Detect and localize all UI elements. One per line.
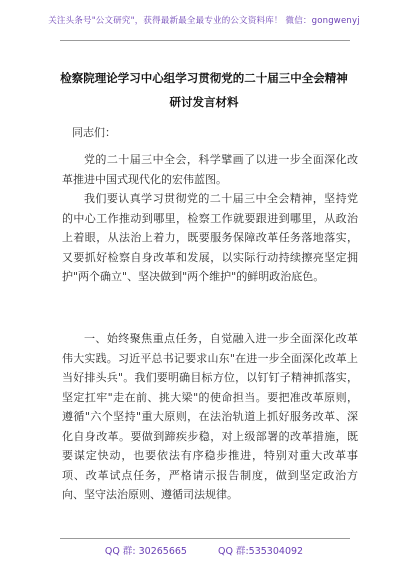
footer-qq-group-1: QQ 群: 30265665 — [104, 546, 187, 557]
footer-divider — [60, 538, 350, 539]
greeting: 同志们： — [72, 126, 116, 139]
header-divider — [60, 40, 350, 41]
paragraph-intro: 党的二十届三中全会，科学擘画了以进一步全面深化改革推进中国式现代化的宏伟蓝图。 — [62, 153, 358, 186]
paragraph-section-one: 一、始终聚焦重点任务，自觉融入进一步全面深化改革伟大实践。习近平总书记要求山东"在进一步全面深化改革上当好排头兵"。我们要明确目标方位，以钉钉子精神抓落实，坚定扛牢"走在前、挑大梁"的使命担当。要把准改革原则，遵循"六个坚持"重大原则，在法治轨道上抓好服务改革、深化自身改革。要做到蹄疾步稳，对上级部署的改革措施，既要谋定快动，也要依法有序稳步推进，特别对重大改革事项、改革试点任务，严格请示报告制度，做到坚定政治方向、坚守法治原则、遵循司法规律。 — [62, 332, 358, 501]
footer — [0, 543, 408, 557]
header-banner: 关注头条号"公文研究"，获得最新最全最专业的公文资料库！ 微信：gongwenyj — [48, 16, 360, 26]
paragraph-study: 我们要认真学习贯彻党的二十届三中全会精神，坚持党的中心工作推动到哪里，检察工作就要跟进到哪里，从政治上着眼，从法治上着力，既要服务保障改革任务落地落实，又要抓好检察自身改革和发展，以实际行动持续擦亮坚定拥护"两个确立"、坚决做到"两个维护"的鲜明政治底色。 — [62, 192, 358, 283]
document-title: 检察院理论学习中心组学习贯彻党的二十届三中全会精神 — [60, 71, 348, 85]
footer-qq-group-2: QQ 群:535304092 — [218, 546, 304, 557]
document-subtitle: 研讨发言材料 — [169, 95, 239, 109]
